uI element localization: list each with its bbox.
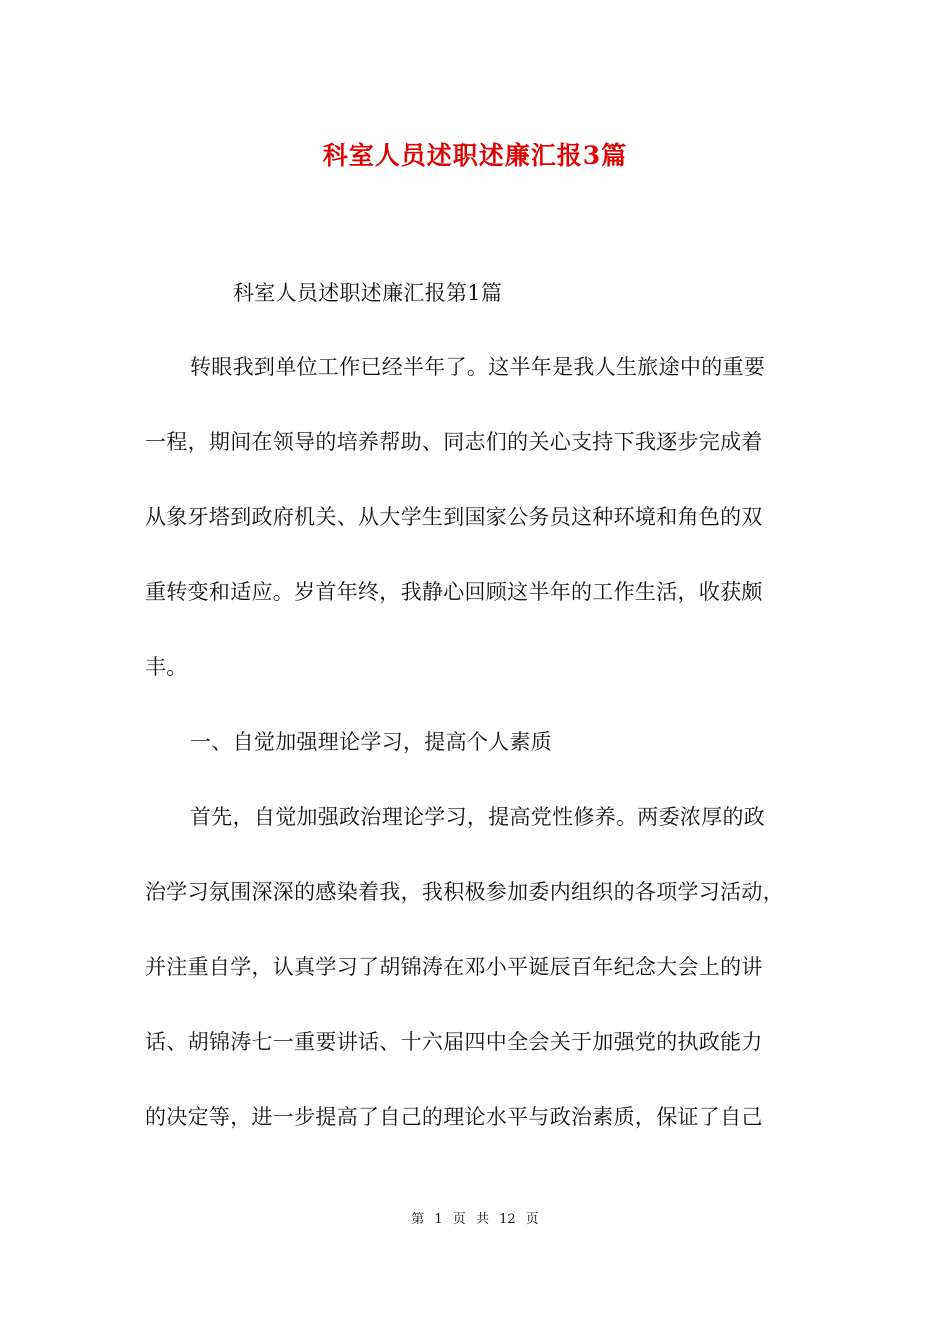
paragraph-line: 话、胡锦涛七一重要讲话、十六届四中全会关于加强党的执政能力 <box>145 1030 763 1054</box>
footer-page-unit: 页 <box>452 1212 466 1227</box>
paragraph-line: 首先，自觉加强政治理论学习，提高党性修养。两委浓厚的政 <box>190 805 766 829</box>
footer-total-unit: 页 <box>525 1212 539 1227</box>
paragraph-line: 丰。 <box>145 655 188 679</box>
paragraph-line: 治学习氛围深深的感染着我，我积极参加委内组织的各项学习活动， <box>145 880 784 904</box>
footer-page-number: 1 <box>434 1212 443 1227</box>
paragraph-line: 转眼我到单位工作已经半年了。这半年是我人生旅途中的重要 <box>190 355 766 379</box>
footer-total-prefix: 共 <box>475 1212 489 1227</box>
subsection-heading: 一、自觉加强理论学习，提高个人素质 <box>190 730 553 754</box>
document-title: 科室人员述职述廉汇报3篇 <box>322 141 628 170</box>
paragraph-line: 并注重自学，认真学习了胡锦涛在邓小平诞辰百年纪念大会上的讲 <box>145 955 763 979</box>
paragraph-line: 一程，期间在领导的培养帮助、同志们的关心支持下我逐步完成着 <box>145 430 763 454</box>
paragraph-line: 从象牙塔到政府机关、从大学生到国家公务员这种环境和角色的双 <box>145 505 763 529</box>
footer-total-pages: 12 <box>499 1212 516 1227</box>
paragraph-line: 的决定等，进一步提高了自己的理论水平与政治素质，保证了自己 <box>145 1105 763 1129</box>
paragraph-line: 重转变和适应。岁首年终，我静心回顾这半年的工作生活，收获颇 <box>145 580 763 604</box>
footer-prefix: 第 <box>411 1212 425 1227</box>
section-heading: 科室人员述职述廉汇报第1篇 <box>233 281 503 305</box>
page-footer <box>0 1208 950 1227</box>
